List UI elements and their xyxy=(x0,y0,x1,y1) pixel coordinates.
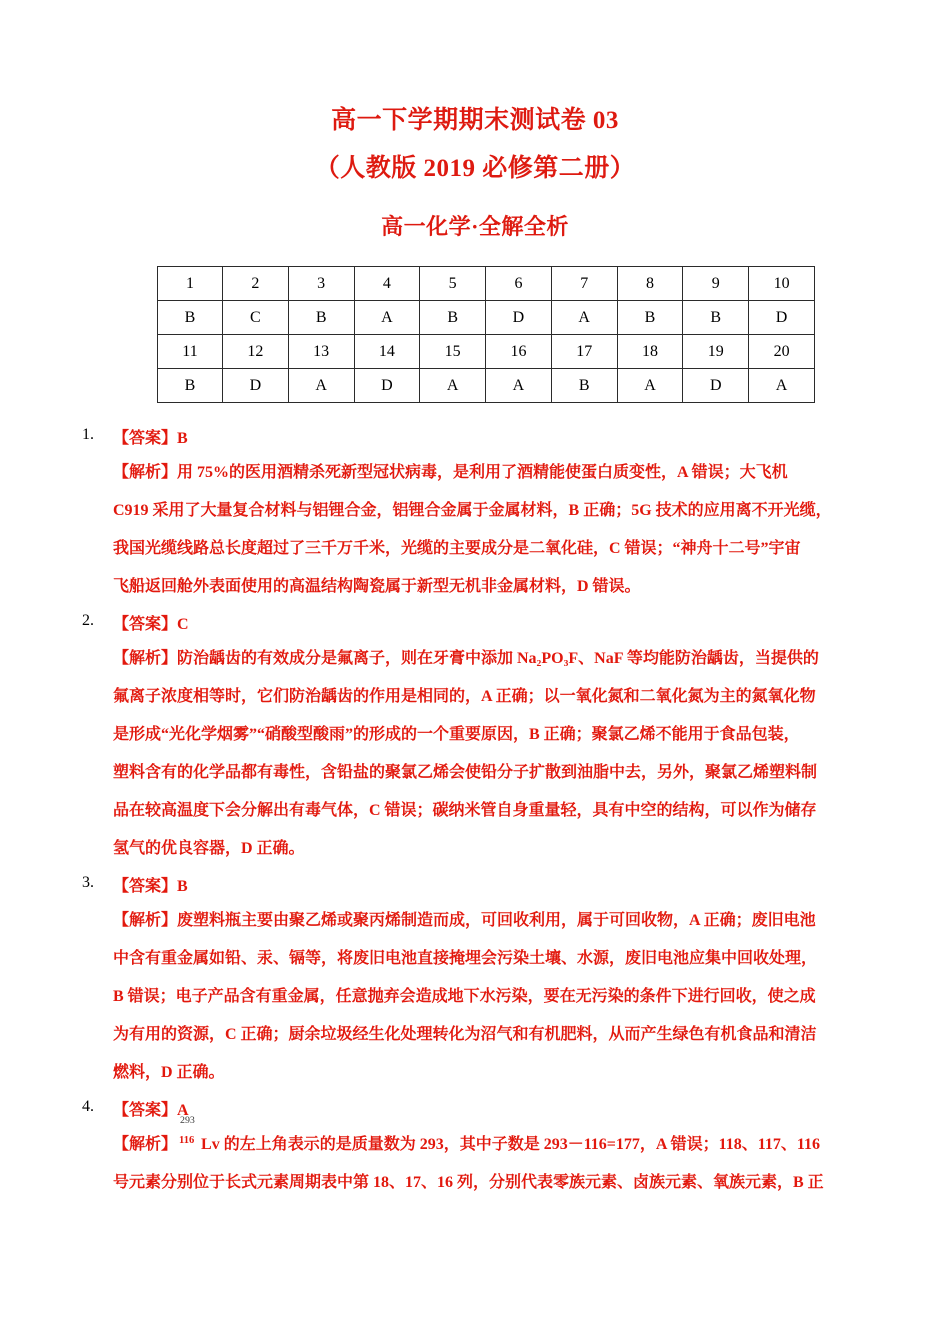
explanation-analysis-line: 燃料，D 正确。 xyxy=(113,1064,225,1081)
explanation-item-body xyxy=(113,1096,882,1202)
analysis-label: 【解析】 xyxy=(113,1136,178,1153)
answer-table-answer-cell: A xyxy=(354,301,420,335)
explanation-analysis-line: 为有用的资源，C 正确；厨余垃圾经生化处理转化为沼气和有机肥料，从而产生绿色有机食品和清洁 xyxy=(113,1026,817,1043)
answer-table-answer-cell: D xyxy=(683,369,749,403)
answer-table-answer-cell: D xyxy=(486,301,552,335)
answer-table-question-number: 16 xyxy=(486,335,552,369)
answer-table-question-number: 10 xyxy=(749,267,815,301)
answer-table-answer-cell: B xyxy=(683,301,749,335)
answer-table-row xyxy=(158,267,815,301)
answer-key-table xyxy=(157,266,815,403)
explanation-item xyxy=(0,1096,950,1202)
document-title-subtitle xyxy=(0,152,950,186)
document-title-main xyxy=(0,104,950,138)
answer-table-question-number: 8 xyxy=(617,267,683,301)
answer-table-question-number: 14 xyxy=(354,335,420,369)
explanation-analysis-line: 【解析】防治龋齿的有效成分是氟离子，则在牙膏中添加 Na₂PO₃F、NaF 等均能防治龋齿，当提供的 xyxy=(113,650,819,667)
explanation-analysis-line: 中含有重金属如铅、汞、镉等，将废旧电池直接掩埋会污染土壤、水源，废旧电池应集中回收处理， xyxy=(113,950,818,967)
answer-table-answer-cell: A xyxy=(420,369,486,403)
answer-table-row xyxy=(158,335,815,369)
answer-table-answer-cell: B xyxy=(288,301,354,335)
isotope-notation xyxy=(179,1115,220,1164)
isotope-line-rest: 的左上角表示的是质量数为 293，其中子数是 293－116=177，A 错误；118、117、116 xyxy=(219,1136,820,1153)
document-title-main-text: 高一下学期期末测试卷 03 xyxy=(331,107,619,134)
answer-table-question-number: 1 xyxy=(158,267,223,301)
isotope-mass-number: 293 xyxy=(180,1115,195,1126)
explanation-analysis-line: 氟离子浓度相等时，它们防治龋齿的作用是相同的，A 正确；以一氧化氮和二氧化氮为主的氮氧化物 xyxy=(113,688,816,705)
explanation-item-number: 2. xyxy=(82,612,94,629)
explanation-answer-line: 【答案】B xyxy=(113,430,188,447)
explanation-item xyxy=(0,872,950,1092)
answer-table-row xyxy=(158,369,815,403)
explanation-analysis-line: 品在较高温度下会分解出有毒气体，C 错误；碳纳米管自身重量轻，具有中空的结构，可以作为储存 xyxy=(113,802,817,819)
explanation-analysis-line: 是形成“光化学烟雾”“硝酸型酸雨”的形成的一个重要原因，B 正确；聚氯乙烯不能用于食品包装， xyxy=(113,726,800,743)
answer-table-question-number: 4 xyxy=(354,267,420,301)
answer-table-question-number: 13 xyxy=(288,335,354,369)
document-title-section-text: 高一化学·全解全析 xyxy=(381,214,569,239)
explanation-analysis-line: 我国光缆线路总长度超过了三千万千米，光缆的主要成分是二氧化硅，C 错误；“神舟十二号”宇宙 xyxy=(113,540,801,557)
explanation-analysis-line: 【解析】废塑料瓶主要由聚乙烯或聚丙烯制造而成，可回收利用，属于可回收物，A 正确；废旧电池 xyxy=(113,912,816,929)
explanation-item xyxy=(0,424,950,606)
explanation-analysis-line: 【解析】用 75%的医用酒精杀死新型冠状病毒，是利用了酒精能使蛋白质变性，A 错误；大飞机 xyxy=(113,464,788,481)
answer-table-answer-cell: A xyxy=(551,301,617,335)
explanation-analysis-line: 号元素分别位于长式元素周期表中第 18、17、16 列，分别代表零族元素、卤族元素、氧族元素，B 正 xyxy=(113,1174,824,1191)
answer-table-answer-cell: B xyxy=(617,301,683,335)
answer-table-answer-cell: B xyxy=(551,369,617,403)
answer-table-answer-cell: B xyxy=(158,301,223,335)
document-title-subtitle-text: （人教版 2019 必修第二册） xyxy=(314,155,636,182)
explanation-analysis-line: 塑料含有的化学品都有毒性，含铅盐的聚氯乙烯会使铅分子扩散到油脂中去，另外，聚氯乙烯塑料制 xyxy=(113,764,818,781)
answer-table-question-number: 12 xyxy=(223,335,289,369)
explanation-item-body xyxy=(113,872,882,1092)
explanation-analysis-line xyxy=(113,1115,882,1164)
answer-table-question-number: 11 xyxy=(158,335,223,369)
answer-table-answer-cell: A xyxy=(288,369,354,403)
explanation-answer-line: 【答案】B xyxy=(113,878,188,895)
answer-table-question-number: 2 xyxy=(223,267,289,301)
answer-table-question-number: 7 xyxy=(551,267,617,301)
explanation-list xyxy=(0,424,950,1206)
answer-table-answer-cell: D xyxy=(354,369,420,403)
explanation-item-body xyxy=(113,424,882,606)
answer-table-question-number: 9 xyxy=(683,267,749,301)
answer-table-answer-cell: A xyxy=(617,369,683,403)
explanation-item-number: 1. xyxy=(82,426,94,443)
answer-table-question-number: 19 xyxy=(683,335,749,369)
explanation-analysis-line: 飞船返回舱外表面使用的高温结构陶瓷属于新型无机非金属材料，D 错误。 xyxy=(113,578,641,595)
document-title-section xyxy=(0,212,950,242)
explanation-analysis-line: 氢气的优良容器，D 正确。 xyxy=(113,840,305,857)
answer-table-question-number: 15 xyxy=(420,335,486,369)
answer-table-question-number: 18 xyxy=(617,335,683,369)
explanation-analysis-line: C919 采用了大量复合材料与铝锂合金，铝锂合金属于金属材料，B 正确；5G 技术的应用离不开光缆， xyxy=(113,502,832,519)
answer-table-question-number: 6 xyxy=(486,267,552,301)
answer-table-answer-cell: C xyxy=(223,301,289,335)
explanation-analysis-line: B 错误；电子产品含有重金属，任意抛弃会造成地下水污染，要在无污染的条件下进行回收，使之成 xyxy=(113,988,816,1005)
answer-table-answer-cell: A xyxy=(486,369,552,403)
explanation-item xyxy=(0,610,950,868)
answer-table-answer-cell: D xyxy=(223,369,289,403)
explanation-answer-line: 【答案】A xyxy=(113,1102,189,1119)
explanation-item-number: 4. xyxy=(82,1098,94,1115)
answer-table-question-number: 17 xyxy=(551,335,617,369)
answer-key-table-body xyxy=(158,267,815,403)
answer-table-answer-cell: A xyxy=(749,369,815,403)
answer-table-question-number: 20 xyxy=(749,335,815,369)
explanation-answer-line: 【答案】C xyxy=(113,616,189,633)
answer-table-answer-cell: D xyxy=(749,301,815,335)
answer-table-answer-cell: B xyxy=(158,369,223,403)
isotope-element-symbol: Lv xyxy=(201,1136,220,1153)
answer-table-row xyxy=(158,301,815,335)
explanation-item-number: 3. xyxy=(82,874,94,891)
answer-table-question-number: 3 xyxy=(288,267,354,301)
answer-table-answer-cell: B xyxy=(420,301,486,335)
isotope-atomic-number: 116 xyxy=(179,1135,195,1146)
explanation-item-body xyxy=(113,610,882,868)
answer-table-question-number: 5 xyxy=(420,267,486,301)
